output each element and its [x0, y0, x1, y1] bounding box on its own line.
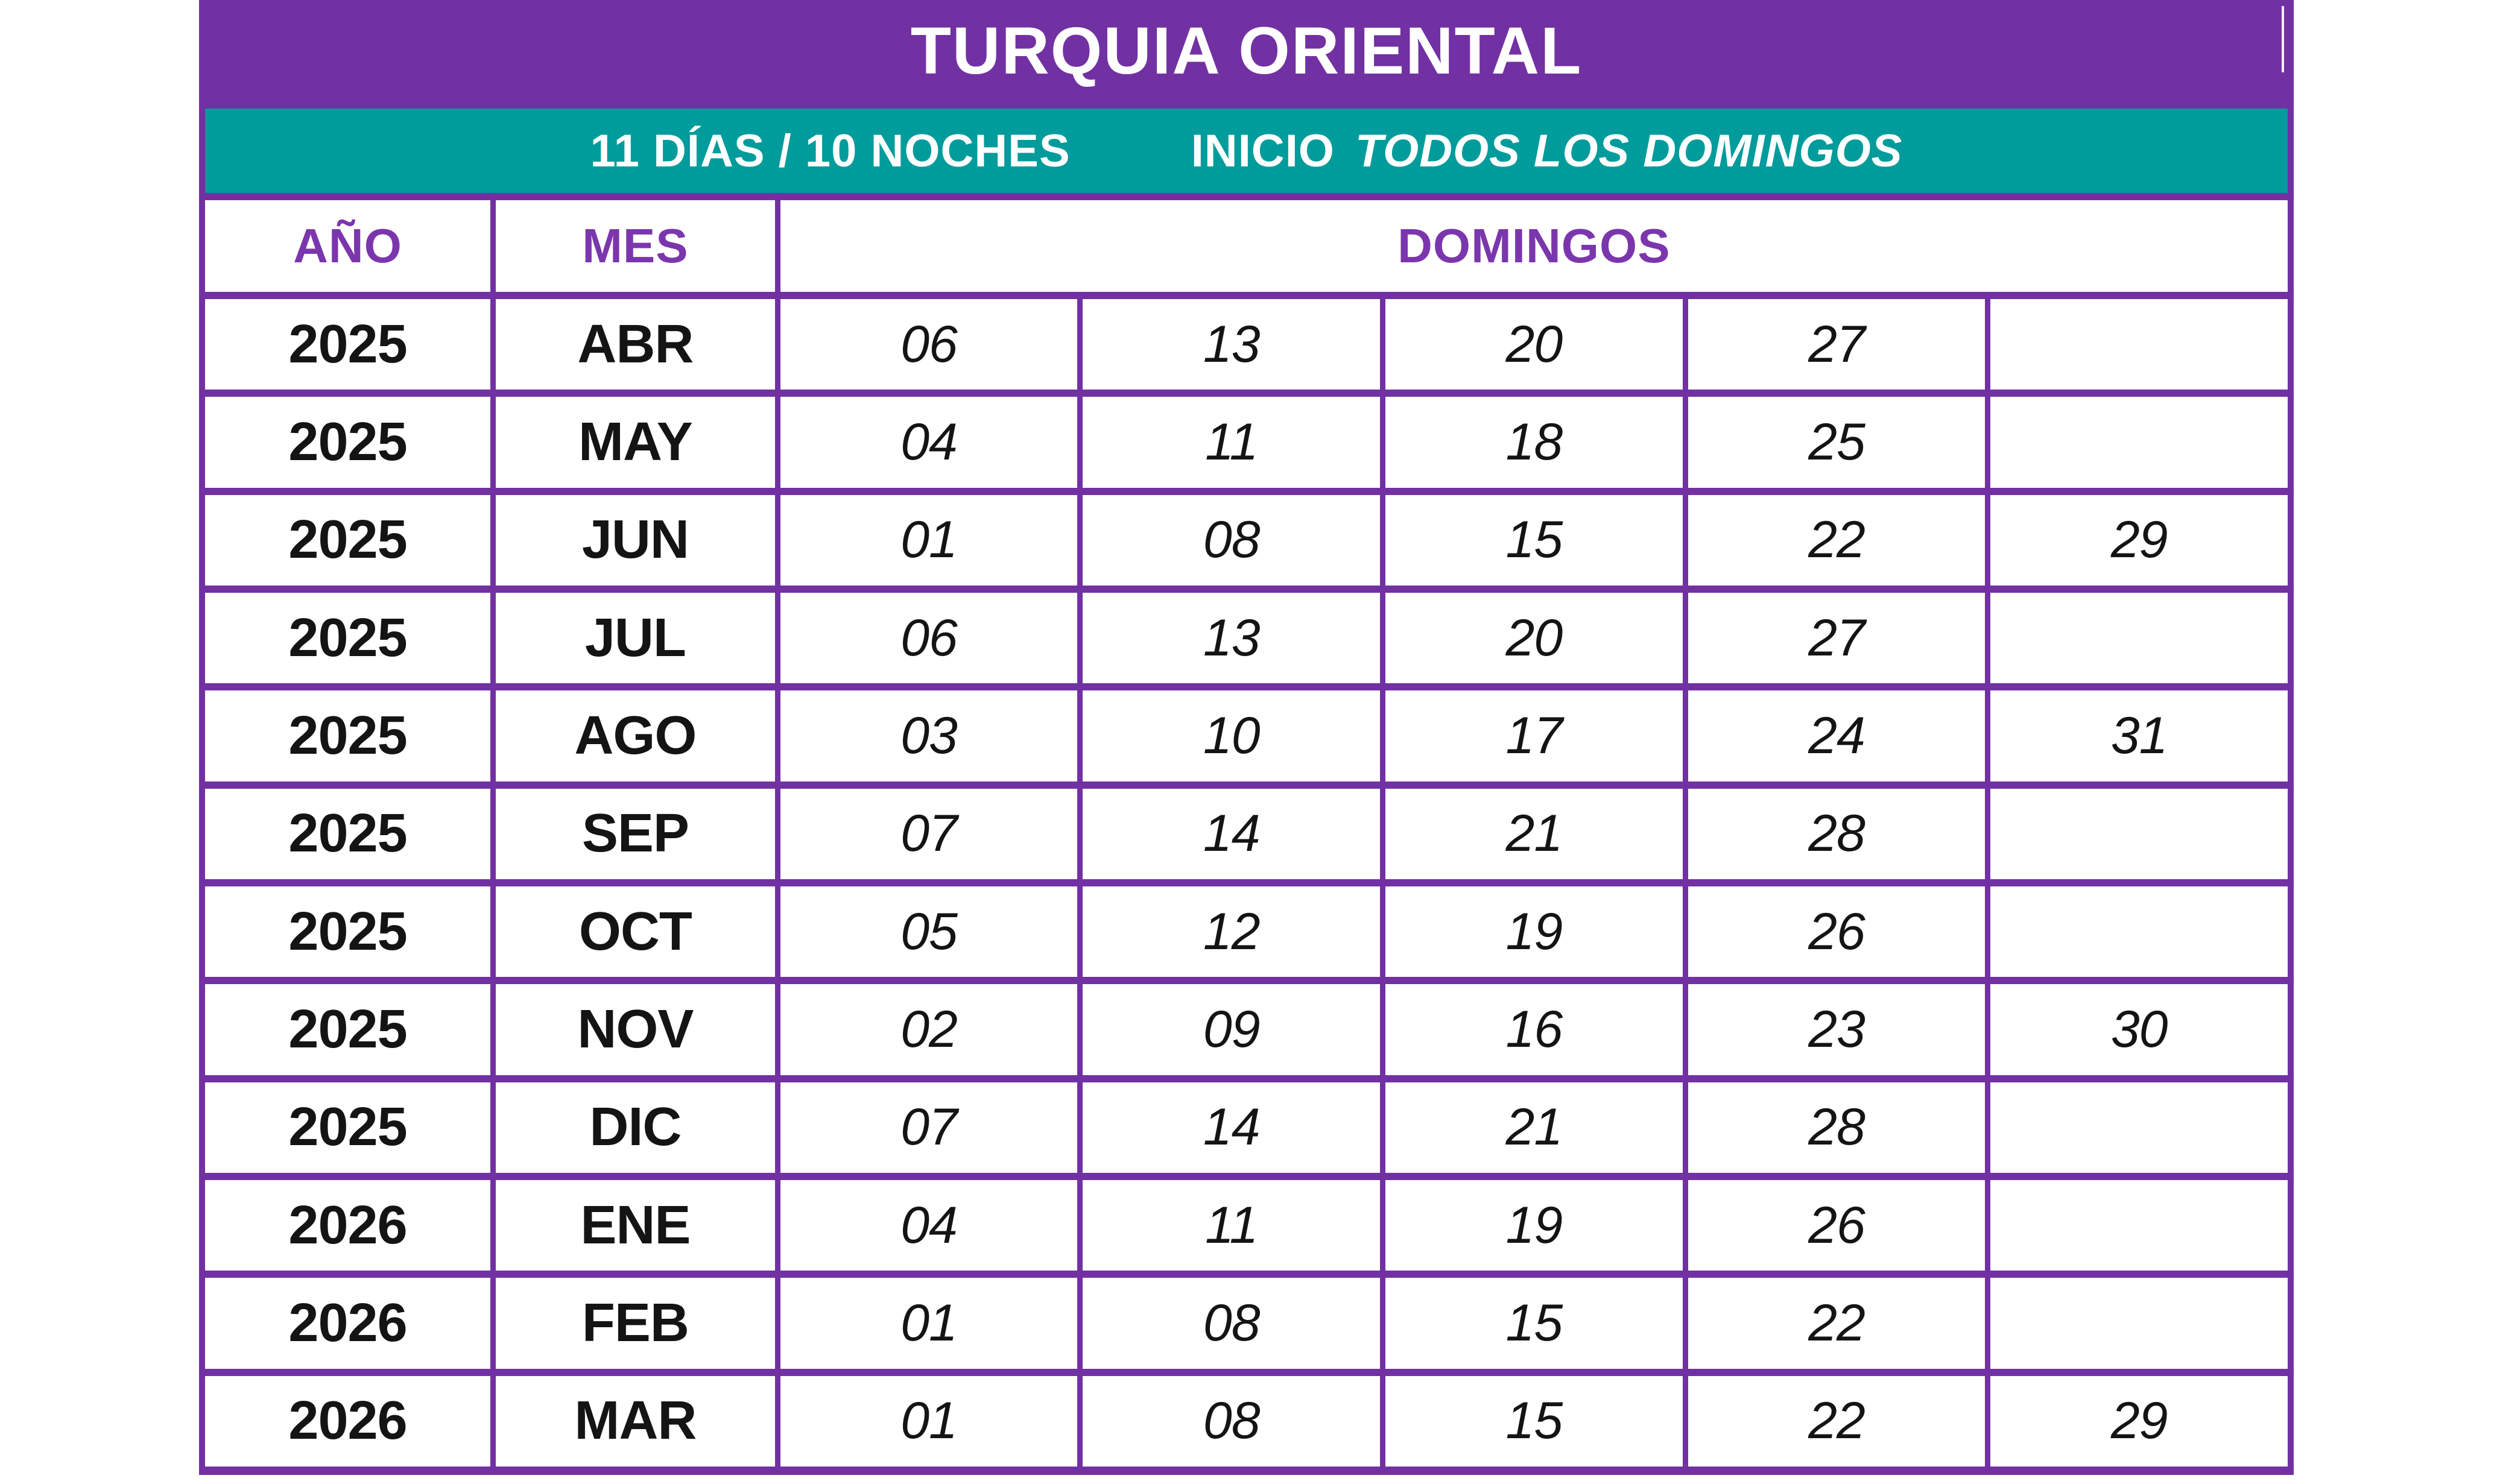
year-cell: 2026 — [205, 1376, 490, 1467]
month-cell: JUN — [496, 495, 775, 586]
date-cell: 07 — [780, 789, 1078, 879]
date-cell: 31 — [1990, 690, 2288, 781]
date-cell: 25 — [1688, 397, 1986, 487]
date-cell: 23 — [1688, 984, 1986, 1075]
column-header-sundays: DOMINGOS — [780, 200, 2288, 292]
date-cell-empty — [1990, 397, 2288, 487]
date-cell-empty — [1990, 789, 2288, 879]
date-cell: 11 — [1083, 1180, 1380, 1271]
date-cell: 28 — [1688, 789, 1986, 879]
month-cell: OCT — [496, 886, 775, 977]
month-cell: MAR — [496, 1376, 775, 1467]
column-header-year: AÑO — [205, 200, 490, 292]
date-cell: 27 — [1688, 593, 1986, 683]
title-cell-divider — [2282, 6, 2284, 72]
date-cell: 15 — [1385, 1376, 1683, 1467]
month-cell: FEB — [496, 1278, 775, 1368]
date-cell: 30 — [1990, 984, 2288, 1075]
title-bar — [205, 0, 2288, 101]
date-cell: 07 — [780, 1082, 1078, 1173]
year-cell: 2025 — [205, 1082, 490, 1173]
month-cell: AGO — [496, 690, 775, 781]
year-cell: 2025 — [205, 593, 490, 683]
date-cell: 14 — [1083, 1082, 1380, 1173]
date-cell: 11 — [1083, 397, 1380, 487]
year-cell: 2025 — [205, 495, 490, 586]
year-cell: 2025 — [205, 984, 490, 1075]
date-cell: 18 — [1385, 397, 1683, 487]
date-cell: 22 — [1688, 1278, 1986, 1368]
date-cell: 06 — [780, 299, 1078, 390]
date-cell-empty — [1990, 1278, 2288, 1368]
inicio-label: INICIO — [1191, 125, 1335, 177]
month-cell: SEP — [496, 789, 775, 879]
tour-title: TURQUIA ORIENTAL — [910, 13, 1583, 88]
date-cell: 21 — [1385, 1082, 1683, 1173]
year-cell: 2026 — [205, 1180, 490, 1271]
date-cell: 26 — [1688, 886, 1986, 977]
year-cell: 2025 — [205, 299, 490, 390]
date-cell: 01 — [780, 1376, 1078, 1467]
date-cell: 08 — [1083, 1278, 1380, 1368]
month-cell: ENE — [496, 1180, 775, 1271]
date-cell: 22 — [1688, 1376, 1986, 1467]
date-cell: 13 — [1083, 593, 1380, 683]
date-cell: 02 — [780, 984, 1078, 1075]
date-cell: 22 — [1688, 495, 1986, 586]
date-cell: 19 — [1385, 1180, 1683, 1271]
date-cell: 13 — [1083, 299, 1380, 390]
date-cell: 26 — [1688, 1180, 1986, 1271]
date-cell: 04 — [780, 397, 1078, 487]
date-cell: 01 — [780, 495, 1078, 586]
date-cell: 06 — [780, 593, 1078, 683]
month-cell: MAY — [496, 397, 775, 487]
date-cell: 24 — [1688, 690, 1986, 781]
date-cell: 29 — [1990, 1376, 2288, 1467]
date-cell: 05 — [780, 886, 1078, 977]
date-cell: 08 — [1083, 495, 1380, 586]
duration-text: 11 DÍAS / 10 NOCHES — [590, 125, 1071, 177]
year-cell: 2025 — [205, 397, 490, 487]
date-cell-empty — [1990, 1180, 2288, 1271]
date-cell-empty — [1990, 593, 2288, 683]
date-cell: 20 — [1385, 593, 1683, 683]
date-cell: 16 — [1385, 984, 1683, 1075]
date-cell: 21 — [1385, 789, 1683, 879]
column-header-month: MES — [496, 200, 775, 292]
date-cell: 10 — [1083, 690, 1380, 781]
date-cell-empty — [1990, 886, 2288, 977]
month-cell: ABR — [496, 299, 775, 390]
year-cell: 2025 — [205, 690, 490, 781]
date-cell-empty — [1990, 1082, 2288, 1173]
start-info — [1191, 125, 1903, 177]
date-cell: 15 — [1385, 495, 1683, 586]
year-cell: 2026 — [205, 1278, 490, 1368]
date-cell: 17 — [1385, 690, 1683, 781]
month-cell: DIC — [496, 1082, 775, 1173]
month-cell: JUL — [496, 593, 775, 683]
date-cell: 12 — [1083, 886, 1380, 977]
date-cell: 28 — [1688, 1082, 1986, 1173]
date-cell: 19 — [1385, 886, 1683, 977]
month-cell: NOV — [496, 984, 775, 1075]
date-cell: 15 — [1385, 1278, 1683, 1368]
subtitle-bar — [205, 109, 2288, 193]
date-cell: 14 — [1083, 789, 1380, 879]
date-cell: 09 — [1083, 984, 1380, 1075]
inicio-value: TODOS LOS DOMINGOS — [1355, 125, 1903, 177]
date-cell: 03 — [780, 690, 1078, 781]
date-cell: 08 — [1083, 1376, 1380, 1467]
date-cell: 20 — [1385, 299, 1683, 390]
date-cell: 29 — [1990, 495, 2288, 586]
date-cell: 27 — [1688, 299, 1986, 390]
year-cell: 2025 — [205, 789, 490, 879]
date-cell: 01 — [780, 1278, 1078, 1368]
year-cell: 2025 — [205, 886, 490, 977]
date-cell: 04 — [780, 1180, 1078, 1271]
date-cell-empty — [1990, 299, 2288, 390]
tour-schedule-table — [199, 0, 2294, 1475]
